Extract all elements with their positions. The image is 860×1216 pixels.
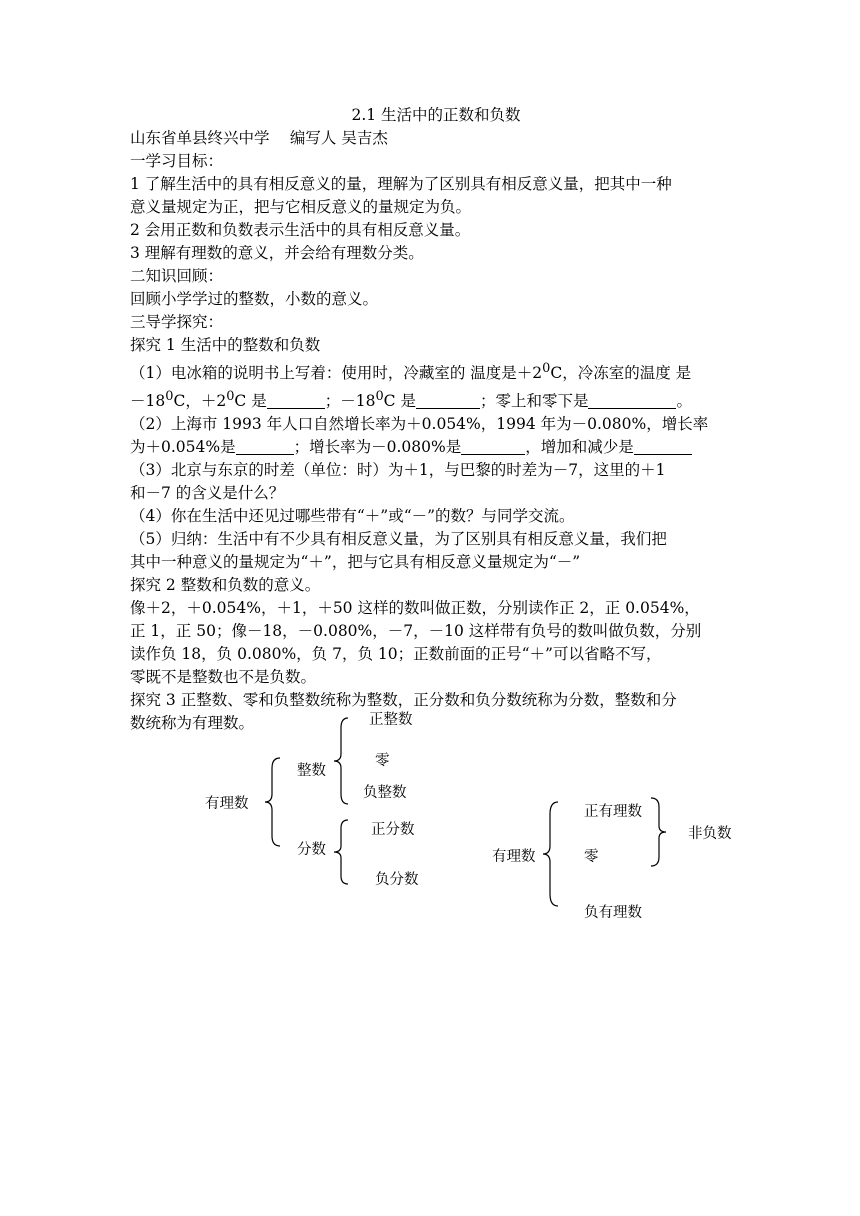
section-heading-goals: 一学习目标： xyxy=(130,152,224,170)
explore-3-line-1: 探究 3 正整数、零和负整数统称为整数，正分数和负分数统称为分数，整数和分 xyxy=(130,691,677,710)
tree1-negative-integer-label: 负整数 xyxy=(363,785,407,801)
question-1-line-1: （1）电冰箱的说明书上写着：使用时，冷藏室的 温度是$+2^0C$，冷冻室的温度 是 xyxy=(130,361,692,383)
tree1-integer-brace xyxy=(332,716,352,806)
document-title: 2.1 生活中的正数和负数 xyxy=(351,106,521,124)
tree1-fraction-label: 分数 xyxy=(297,842,326,858)
answer-blank[interactable] xyxy=(267,392,325,409)
explore-1-heading: 探究 1 生活中的整数和负数 xyxy=(130,336,321,354)
goal-1-line-1: 1 了解生活中的具有相反意义的量，理解为了区别具有相反意义量，把其中一种 xyxy=(130,175,672,193)
explore-2-line-1: 像＋2，＋0.054%，＋1，＋50 这样的数叫做正数，分别读作正 2，正 0.054%， xyxy=(130,599,700,618)
tree2-non-negative-label: 非负数 xyxy=(688,826,732,842)
answer-blank[interactable] xyxy=(588,392,676,409)
tree1-fraction-brace xyxy=(332,818,352,886)
explore-2-line-4: 零既不是整数也不是负数。 xyxy=(130,668,317,687)
tree1-root-label: 有理数 xyxy=(205,796,249,812)
goal-2: 2 会用正数和负数表示生活中的具有相反意义量。 xyxy=(130,221,471,239)
question-1-line-2: $-18^0C$，$+2^0C$ 是 ；$-18^0C$ 是 ；零上和零下是 。 xyxy=(130,389,692,411)
answer-blank[interactable] xyxy=(236,438,294,455)
author-line: 山东省单县终兴中学 编写人 吴吉杰 xyxy=(130,129,388,147)
answer-blank[interactable] xyxy=(416,392,480,409)
question-4: （4）你在生活中还见过哪些带有“＋”或“－”的数？与同学交流。 xyxy=(130,507,575,526)
tree2-root-label: 有理数 xyxy=(492,849,536,865)
question-5-line-2: 其中一种意义的量规定为“＋”，把与它具有相反意义量规定为“－” xyxy=(130,553,581,572)
tree1-zero-label: 零 xyxy=(375,753,390,769)
question-3-line-1: （3）北京与东京的时差（单位：时）为＋1，与巴黎的时差为－7，这里的＋1 xyxy=(130,461,666,480)
goal-1-line-2: 意义量规定为正，把与它相反意义的量规定为负。 xyxy=(130,198,472,216)
tree1-negative-fraction-label: 负分数 xyxy=(375,872,419,888)
question-5-line-1: （5）归纳：生活中有不少具有相反意义量，为了区别具有相反意义量，我们把 xyxy=(130,530,667,549)
question-3-line-2: 和－7 的含义是什么？ xyxy=(130,484,285,503)
answer-blank[interactable] xyxy=(461,438,525,455)
explore-2-heading: 探究 2 整数和负数的意义。 xyxy=(130,576,321,595)
tree1-integer-label: 整数 xyxy=(297,763,326,779)
explore-2-line-3: 读作负 18，负 0.080%，负 7，负 10；正数前面的正号“＋”可以省略不写， xyxy=(130,645,662,664)
tree2-non-negative-brace xyxy=(648,796,668,868)
tree1-root-brace xyxy=(262,756,284,848)
section-heading-explore: 三导学探究： xyxy=(130,313,224,331)
question-2-line-2: 为＋0.054%是 ；增长率为－0.080%是 ，增加和减少是 xyxy=(130,436,732,459)
question-2-line-1: （2）上海市 1993 年人口自然增长率为＋0.054%，1994 年为－0.080%，增长率 xyxy=(130,415,709,434)
tree2-negative-rational-label: 负有理数 xyxy=(584,905,642,921)
document-body xyxy=(130,104,732,735)
tree2-root-brace xyxy=(540,800,562,908)
explore-2-line-2: 正 1，正 50；像－18，－0.080%，－7，－10 这样带有负号的数叫做负数，分别 xyxy=(130,622,702,641)
review-text: 回顾小学学过的整数，小数的意义。 xyxy=(130,290,379,308)
tree2-positive-rational-label: 正有理数 xyxy=(584,804,642,820)
explore-3-line-2: 数统称为有理数。 xyxy=(130,714,255,733)
tree2-zero-label: 零 xyxy=(584,849,599,865)
answer-blank[interactable] xyxy=(634,438,692,455)
tree1-positive-integer-label: 正整数 xyxy=(369,712,413,728)
section-heading-review: 二知识回顾： xyxy=(130,267,224,285)
tree1-positive-fraction-label: 正分数 xyxy=(371,822,415,838)
goal-3: 3 理解有理数的意义，并会给有理数分类。 xyxy=(130,244,424,262)
